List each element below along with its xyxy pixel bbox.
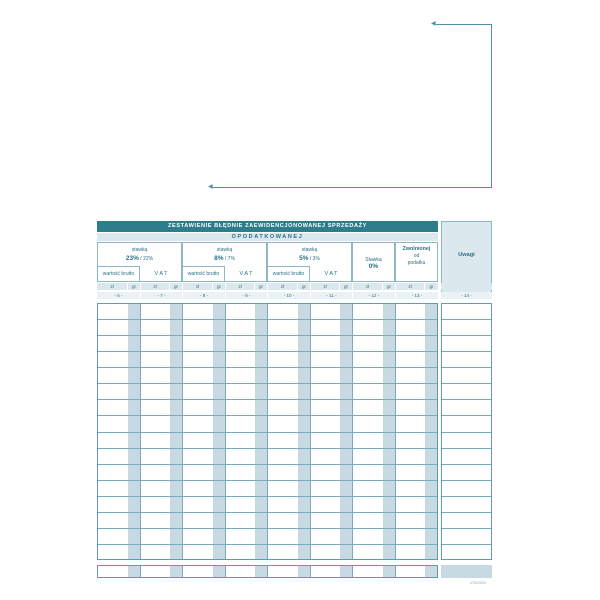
unit-zl: zł [396, 283, 424, 290]
unit-gr: gr [425, 283, 438, 290]
zwolnionej-podatku: podatku [407, 260, 426, 266]
arrow-left-icon: ◀ [208, 184, 213, 190]
unit-gr: gr [255, 283, 267, 290]
wartosc-brutto-label: wartość brutto [272, 271, 305, 277]
group-label: stawką [216, 247, 233, 253]
group-rate: 5% / 3% [299, 255, 320, 262]
unit-zl: zł [141, 283, 169, 290]
wartosc-brutto-label: wartość brutto [187, 271, 220, 277]
unit-gr: gr [170, 283, 182, 290]
stawka-0-rate: 0% [368, 263, 379, 270]
vat-label: V A T [239, 271, 253, 277]
unit-zl: zł [97, 283, 127, 290]
group-label: stawką [131, 247, 148, 253]
zwolnionej-label: Zwolnionej [402, 246, 431, 252]
uwagi-header: Uwagi [441, 221, 492, 299]
unit-gr: gr [340, 283, 352, 290]
corner-mark-bottom-horizontal [212, 187, 492, 188]
entry-grid [97, 303, 438, 560]
corner-mark-top-horizontal [436, 24, 492, 25]
summary-uwagi [441, 565, 492, 578]
unit-gr: gr [128, 283, 140, 290]
opodatkowanej-header: OPODATKOWANEJ [97, 233, 438, 241]
corner-mark-right-vertical [491, 24, 492, 188]
group-label: stawką [301, 247, 318, 253]
zwolnionej-od: od [413, 253, 420, 259]
unit-zl: zł [268, 283, 297, 290]
group-rate: 8% / 7% [214, 255, 235, 262]
unit-gr: gr [383, 283, 395, 290]
col-number: - 13 - [396, 292, 438, 299]
col-number: - 12 - [353, 292, 395, 299]
col-number: - 6 - [97, 292, 140, 299]
form-title: ZESTAWIENIE BŁĘDNIE ZAEWIDENCJONOWANEJ SPRZEDAŻY [97, 221, 438, 232]
unit-zl: zł [311, 283, 339, 290]
col-number: - 14 - [441, 292, 492, 299]
uwagi-column [441, 303, 492, 560]
form-code: eT/2x3/09 [470, 581, 486, 585]
wartosc-brutto-label: wartość brutto [102, 271, 135, 277]
col-number: - 8 - [183, 292, 225, 299]
vat-label: V A T [324, 271, 338, 277]
unit-zl: zł [353, 283, 382, 290]
unit-gr: gr [298, 283, 310, 290]
unit-zl: zł [226, 283, 254, 290]
vat-label: V A T [154, 271, 168, 277]
unit-gr: gr [213, 283, 225, 290]
arrow-left-icon: ◀ [431, 21, 436, 27]
col-number: - 7 - [141, 292, 182, 299]
stawka-0-label: Stawką [365, 257, 382, 263]
col-number: - 9 - [226, 292, 267, 299]
col-number: - 10 - [268, 292, 310, 299]
summary-row [97, 565, 438, 578]
col-number: - 11 - [311, 292, 352, 299]
group-rate: 23% / 22% [125, 255, 154, 262]
unit-uwagi-blank [441, 283, 492, 290]
unit-zl: zł [183, 283, 212, 290]
